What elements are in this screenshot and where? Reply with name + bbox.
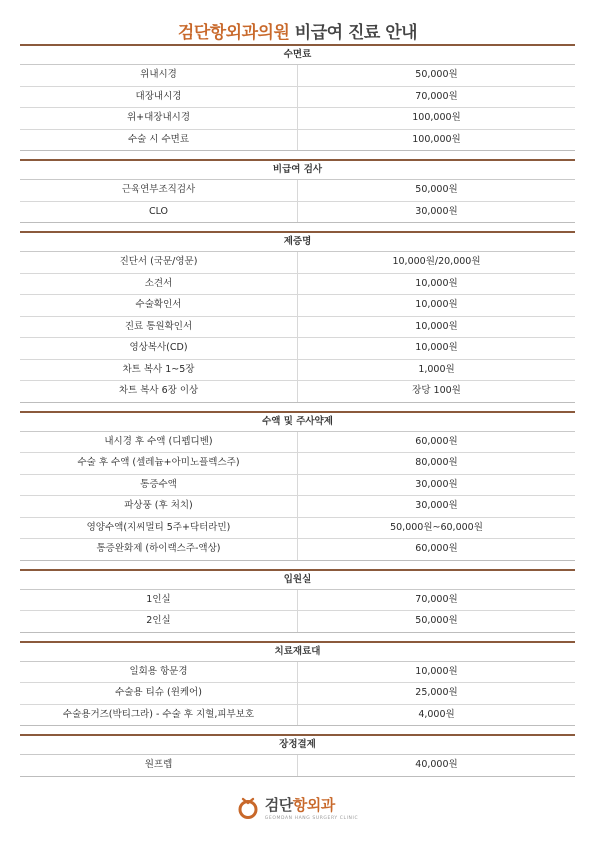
item-name: 영양수액(지씨멀티 5주+닥터라민) (20, 518, 298, 539)
table-row (20, 274, 575, 296)
clinic-logo (237, 794, 358, 821)
table-row (20, 87, 575, 109)
section-header: 장정결제 (20, 734, 575, 755)
item-price: 60,000원 (415, 543, 458, 554)
item-price: 50,000원~60,000원 (390, 521, 483, 533)
section-header: 치료재료대 (20, 641, 575, 662)
title-rest: 비급여 진료 안내 (289, 23, 418, 43)
item-price: 10,000원 (415, 320, 458, 332)
item-price: 30,000원 (415, 478, 458, 490)
table-row (20, 662, 575, 684)
item-name: 수술 시 수면료 (20, 130, 298, 151)
price-section (20, 411, 575, 561)
item-name: 수술확인서 (20, 295, 298, 316)
section-header: 수액 및 주사약제 (20, 411, 575, 432)
section-header: 제증명 (20, 231, 575, 252)
item-price: 40,000원 (415, 759, 458, 770)
item-price: 30,000원 (415, 205, 458, 217)
item-name: 통증수액 (20, 475, 298, 496)
price-section (20, 159, 575, 223)
price-section (20, 641, 575, 727)
table-row (20, 295, 575, 317)
item-name: CLO (20, 202, 298, 223)
logo-brand: 검단 (264, 796, 293, 814)
section-header: 비급여 검사 (20, 159, 575, 180)
item-name: 원프렙 (20, 755, 298, 776)
table-row (20, 475, 575, 497)
table-row (20, 252, 575, 274)
table-row (20, 539, 575, 561)
table-row (20, 496, 575, 518)
item-name: 수술용 티슈 (윈케어) (20, 683, 298, 704)
item-price: 50,000원 (415, 184, 458, 195)
section-header: 수면료 (20, 44, 575, 65)
logo-name (265, 794, 358, 815)
footer (0, 794, 595, 823)
table-row (20, 518, 575, 540)
table-row (20, 381, 575, 403)
item-name: 위내시경 (20, 65, 298, 86)
item-name: 근육연부조직검사 (20, 180, 298, 201)
item-name: 수술 후 수액 (셀레늄+아미노플렉스주) (20, 453, 298, 474)
table-row (20, 705, 575, 727)
item-price: 10,000원 (415, 277, 458, 289)
item-name: 2인실 (20, 611, 298, 632)
table-row (20, 590, 575, 612)
item-price: 장당 100원 (412, 385, 461, 396)
item-price: 10,000원 (415, 665, 458, 677)
item-name: 내시경 후 수액 (디펩디벤) (20, 432, 298, 453)
table-row (20, 453, 575, 475)
table-row (20, 611, 575, 633)
item-price: 70,000원 (415, 593, 458, 605)
table-row (20, 202, 575, 224)
item-name: 차트 복사 6장 이상 (20, 381, 298, 402)
item-price: 100,000원 (412, 112, 461, 123)
item-name: 수술용거즈(박티그라) - 수술 후 지혈,피부보호 (20, 705, 298, 726)
item-price: 70,000원 (415, 90, 458, 102)
table-row (20, 360, 575, 382)
item-price: 10,000원 (415, 342, 458, 353)
item-name: 소견서 (20, 274, 298, 295)
item-name: 통증완화제 (하이랙스주-액상) (20, 539, 298, 560)
logo-subtitle: GEOMDAN HANG SURGERY CLINIC (264, 816, 359, 821)
item-price: 50,000원 (415, 615, 458, 626)
clinic-logo-icon (237, 797, 259, 819)
table-row (20, 180, 575, 202)
item-name: 차트 복사 1~5장 (20, 360, 298, 381)
table-row (20, 432, 575, 454)
table-row (20, 338, 575, 360)
item-price: 1,000원 (418, 363, 455, 375)
title-brand: 검단항외과의원 (177, 23, 290, 43)
item-name: 대장내시경 (20, 87, 298, 108)
item-price: 10,000원 (415, 299, 458, 310)
price-section (20, 231, 575, 403)
item-price: 50,000원 (415, 69, 458, 80)
item-price: 25,000원 (415, 687, 458, 698)
table-row (20, 317, 575, 339)
table-row (20, 65, 575, 87)
item-price: 100,000원 (412, 133, 461, 145)
item-name: 진료 통원확인서 (20, 317, 298, 338)
table-row (20, 130, 575, 152)
table-row (20, 683, 575, 705)
item-price: 80,000원 (415, 457, 458, 468)
item-price: 4,000원 (418, 708, 455, 720)
item-price: 30,000원 (415, 500, 458, 511)
section-header: 입원실 (20, 569, 575, 590)
price-section (20, 44, 575, 151)
item-name: 1인실 (20, 590, 298, 611)
logo-accent: 항외과 (292, 796, 335, 814)
price-table (20, 44, 575, 785)
item-name: 파상풍 (후 처치) (20, 496, 298, 517)
item-price: 10,000원/20,000원 (392, 256, 481, 267)
table-row (20, 108, 575, 130)
page-title (0, 18, 595, 43)
item-name: 일회용 항문경 (20, 662, 298, 683)
item-name: 영상복사(CD) (20, 338, 298, 359)
item-price: 60,000원 (415, 435, 458, 447)
item-name: 위+대장내시경 (20, 108, 298, 129)
price-section (20, 734, 575, 777)
table-row (20, 755, 575, 777)
item-name: 진단서 (국문/영문) (20, 252, 298, 273)
price-section (20, 569, 575, 633)
